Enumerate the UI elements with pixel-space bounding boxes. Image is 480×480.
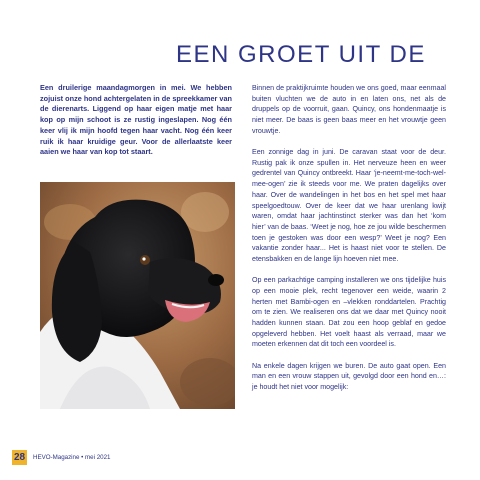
page-number: 28: [13, 452, 26, 463]
lead-paragraph: Een druilerige maandagmorgen in mei. We hebben zojuist onze hond achtergelaten in de spreekkamer van de dierenarts. Liggend op haar eigen matje met haar kop op mijn schoot is ze rustig ingeslapen. Nog één keer vlij ik mijn hoofd tegen haar vacht. Nog één keer ruik ik haar kruidige geur. Voor de allerlaatste keer aaien we haar van kop tot staart.: [40, 83, 232, 157]
body-paragraph: Na enkele dagen krijgen we buren. De auto gaat open. Een man en een vrouw stappen uit, gevolgd door een hond en…: je houdt het niet voor mogelijk:: [252, 361, 446, 392]
footer-text: HEVO-Magazine • mei 2021: [33, 454, 111, 461]
dog-photo: [40, 182, 235, 409]
body-paragraph: Binnen de praktijkruimte houden we ons goed, maar eenmaal buiten vluchten we de auto in en laten ons, net als de druppels op de voorruit, gaan. Quincy, ons hondenmaatje is niet meer. De baas is geen baas meer en het vrouwtje geen vrouwtje.: [252, 84, 446, 135]
article-heading: EEN GROET UIT DE: [176, 42, 426, 68]
body-column: [252, 83, 446, 403]
body-paragraph: Op een parkachtige camping installeren we ons tijdelijke huis op een mooie plek, recht tegenover een weide, waarin 2 herten met Bambi-ogen en –vlekken ronddartelen. Prachtig om te zien. We realiseren ons dat we daar met Quincy nooit hadden kunnen staan. Dat zou een hoop geblaf en gedoe opgeleverd hebben. Het voelt haast als verraad, maar we moeten erkennen dat dit toch een voordeel is.: [252, 276, 446, 349]
body-paragraph: Een zonnige dag in juni. De caravan staat voor de deur. Rustig pak ik onze spullen in. Het nerveuze heen en weer gedrentel van Quincy ontbreekt. Haar ‘je-neemt-me-toch-wel-mee-ogen’ zie ik steeds voor me. We praten dagelijks over haar. Over de wandelingen in het bos en het spel met haar speelgoedtouw. Over de keer dat we haar urenlang kwijt waren, omdat haar jachtinstinct sterker was dan het ‘kom hier’ van de baas. ‘Weet je nog, hoe ze jou wilde beschermen toen je gestoken was door een wesp?’ Weet je nog? Een vakantie zonder haar... Het is haast niet voor te stellen. De etensbakken en de lange lijn hoeven niet mee.: [252, 148, 446, 264]
